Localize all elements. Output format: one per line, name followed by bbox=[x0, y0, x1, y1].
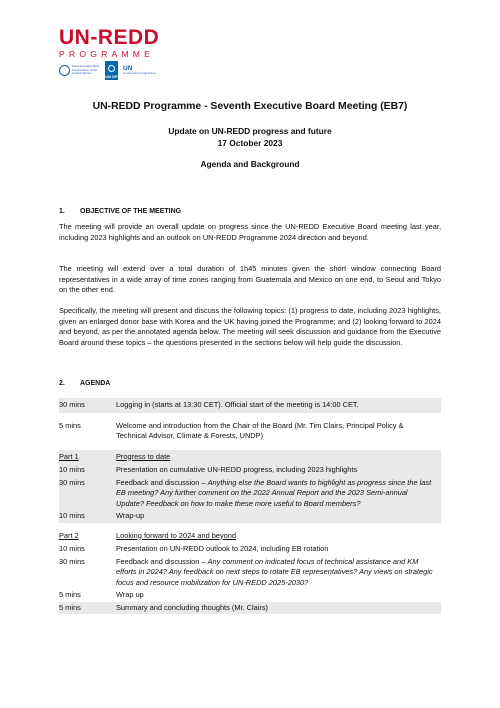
section-number: 2. bbox=[59, 380, 65, 387]
section-number: 1. bbox=[59, 208, 65, 215]
agenda-row bbox=[59, 398, 441, 413]
agenda-time: 5 mins bbox=[59, 590, 81, 599]
agenda-item: Wrap-up bbox=[116, 511, 145, 520]
part-title: Looking forward to 2024 and beyond bbox=[116, 530, 236, 540]
agenda-time: 30 mins bbox=[59, 477, 85, 487]
undp-text: UN DP bbox=[105, 74, 118, 79]
agenda-row bbox=[59, 477, 441, 511]
agenda-row bbox=[59, 556, 441, 590]
discussion-questions: Any comment on indicated focus of technical assistance and KM efforts in 2024? Any feedback on next steps to rotate EB representatives? Any views on strategic focus and resource mobilization for UN-REDD 2025-2030? bbox=[116, 556, 433, 587]
agenda-row bbox=[59, 464, 441, 477]
objective-paragraph-1: The meeting will provide an overall update on progress since the UN-REDD Executive Board meeting last year, including 2023 highlights and an outlook on UN-REDD Programme 2024 direction and beyond. bbox=[59, 222, 441, 242]
agenda-item-lead: Feedback and discussion – bbox=[116, 477, 208, 487]
agenda-item: Welcome and introduction from the Chair of the Board (Mr. Tim Clairs, Principal Policy & Technical Advisor, Climate & Forests, UNDP) bbox=[116, 420, 404, 440]
discussion-questions: Anything else the Board wants to highlight as progress since the last EB meeting? Any further comment on the 2022 Annual Report and the 2023 Semi-annual Update? Feedback on how to make these more useful to Board members? bbox=[116, 477, 432, 508]
undp-logo bbox=[105, 61, 118, 80]
section-2-heading bbox=[59, 380, 110, 387]
un-redd-logo bbox=[59, 27, 159, 59]
agenda-part-header bbox=[59, 529, 441, 544]
partner-logos bbox=[59, 61, 156, 80]
objective-paragraph-3: Specifically, the meeting will present and discuss the following topics: (1) progress to date, including 2023 highlights, given an enlarged donor base with Korea and the UK having joined the Programme; and (2) looking forward to 2024 and beyond, as per the annotated agenda below. The meeting will seek discussion and guidance from the Executive Board around these topics – the questions presented in the sections below will help guide the discussion. bbox=[59, 306, 441, 347]
logo-subtitle: PROGRAMME bbox=[59, 49, 155, 59]
agenda-time: 10 mins bbox=[59, 544, 85, 553]
globe-icon bbox=[108, 65, 115, 72]
agenda-item: Presentation on cumulative UN-REDD progress, including 2023 highlights bbox=[116, 465, 358, 474]
agenda-time: 5 mins bbox=[59, 602, 81, 612]
agenda-table bbox=[59, 398, 441, 614]
agenda-item-lead: Feedback and discussion – bbox=[116, 556, 208, 566]
agenda-part-header bbox=[59, 450, 441, 465]
agenda-item bbox=[116, 557, 441, 589]
objective-paragraph-2: The meeting will extend over a total duration of 1h45 minutes given the short window connecting Board representatives in a wide array of time zones ranging from Guatemala and Mexico on one end, to Seoul and Tokyo on the other end. bbox=[59, 264, 441, 294]
unep-logo bbox=[123, 65, 156, 75]
agenda-item: Presentation on UN-REDD outlook to 2024, including EB rotation bbox=[116, 544, 329, 553]
subtitle-line-1: Update on UN-REDD progress and future bbox=[168, 126, 332, 136]
section-title: AGENDA bbox=[80, 380, 111, 387]
part-label: Part 2 bbox=[59, 530, 79, 540]
agenda-time: 10 mins bbox=[59, 465, 85, 474]
agenda-time: 30 mins bbox=[59, 400, 85, 409]
agenda-row bbox=[59, 419, 441, 444]
logo-wordmark: UN-REDD bbox=[59, 26, 160, 49]
unep-text: UN bbox=[123, 65, 133, 73]
section-1-heading bbox=[59, 208, 181, 215]
agenda-row bbox=[59, 510, 441, 523]
agenda-item: Wrap up bbox=[116, 590, 144, 599]
agenda-item: Summary and concluding thoughts (Mr. Clairs) bbox=[116, 602, 268, 612]
fao-logo bbox=[59, 65, 100, 76]
agenda-item: Logging in (starts at 13:30 CET). Official start of the meeting is 14:00 CET. bbox=[116, 400, 359, 409]
document-title: UN-REDD Programme - Seventh Executive Board Meeting (EB7) bbox=[92, 101, 408, 112]
agenda-time: 5 mins bbox=[59, 420, 81, 430]
agenda-row bbox=[59, 543, 441, 556]
unep-subtext: environment programme bbox=[123, 71, 156, 76]
part-title: Progress to date bbox=[116, 451, 171, 461]
fao-text: Food and Agriculture Organization of the United Nations bbox=[72, 64, 100, 76]
subtitle-line-3: Agenda and Background bbox=[200, 159, 300, 169]
agenda-time: 30 mins bbox=[59, 556, 85, 566]
agenda-row bbox=[59, 602, 441, 615]
subtitle-line-2: 17 October 2023 bbox=[217, 138, 283, 148]
fao-emblem-icon bbox=[59, 65, 70, 76]
agenda-time: 10 mins bbox=[59, 511, 85, 520]
agenda-row bbox=[59, 589, 441, 602]
section-title: OBJECTIVE OF THE MEETING bbox=[80, 208, 182, 215]
agenda-item bbox=[116, 478, 441, 510]
part-label: Part 1 bbox=[59, 451, 79, 461]
